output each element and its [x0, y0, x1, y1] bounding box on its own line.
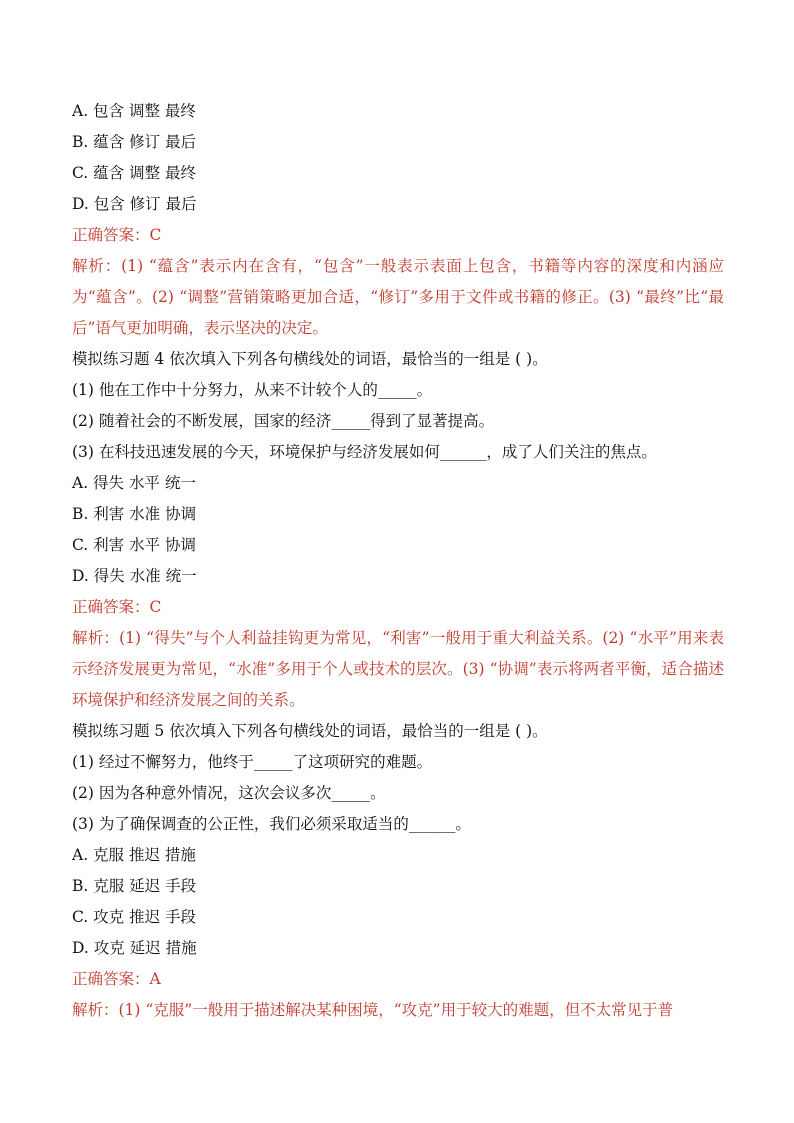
q4-option-a: A. 得失 水平 统一	[72, 474, 196, 492]
q5-option-c: C. 攻克 推迟 手段	[72, 908, 197, 926]
q3-explanation: 解析：(1) “蕴含”表示内在含有，“包含”一般表示表面上包含，书籍等内容的深度和内涵应为“蕴含”。(2) “调整”营销策略更加合适，“修订”多用于文件或书籍的修正。(3) “最终”比“最后”语气更加明确，表示坚决的决定。	[72, 257, 724, 337]
q4-sentence-3: (3) 在科技迅速发展的今天，环境保护与经济发展如何______，成了人们关注的焦点。	[72, 443, 657, 461]
q5-sentence-2: (2) 因为各种意外情况，这次会议多次_____。	[72, 784, 386, 802]
q5-option-d: D. 攻克 延迟 措施	[72, 939, 197, 957]
q3-option-a: A. 包含 调整 最终	[72, 102, 196, 120]
q4-answer: 正确答案：C	[72, 598, 162, 616]
q5-answer: 正确答案：A	[72, 970, 161, 988]
q5-sentence-1: (1) 经过不懈努力，他终于_____了这项研究的难题。	[72, 753, 433, 771]
q3-answer: 正确答案：C	[72, 226, 162, 244]
page-content	[72, 96, 724, 1026]
q4-sentence-2: (2) 随着社会的不断发展，国家的经济_____得到了显著提高。	[72, 412, 495, 430]
q3-option-c: C. 蕴含 调整 最终	[72, 164, 197, 182]
q5-sentence-3: (3) 为了确保调查的公正性，我们必须采取适当的______。	[72, 815, 471, 833]
q5-title: 模拟练习题 5 依次填入下列各句横线处的词语，最恰当的一组是 ( )。	[72, 722, 548, 740]
q4-option-d: D. 得失 水准 统一	[72, 567, 197, 585]
q3-option-b: B. 蕴含 修订 最后	[72, 133, 197, 151]
q5-option-a: A. 克服 推迟 措施	[72, 846, 196, 864]
q3-option-d: D. 包含 修订 最后	[72, 195, 197, 213]
q5-option-b: B. 克服 延迟 手段	[72, 877, 197, 895]
q4-title: 模拟练习题 4 依次填入下列各句横线处的词语，最恰当的一组是 ( )。	[72, 350, 548, 368]
q4-sentence-1: (1) 他在工作中十分努力，从来不计较个人的_____。	[72, 381, 433, 399]
q4-option-b: B. 利害 水准 协调	[72, 505, 197, 523]
q5-explanation: 解析：(1) “克服”一般用于描述解决某种困境，“攻克”用于较大的难题，但不太常见于普	[72, 1001, 674, 1019]
q4-option-c: C. 利害 水平 协调	[72, 536, 197, 554]
q4-explanation: 解析：(1) “得失”与个人利益挂钩更为常见，“利害”一般用于重大利益关系。(2) “水平”用来表示经济发展更为常见，“水准”多用于个人或技术的层次。(3) “协调”表示将两者平衡，适合描述环境保护和经济发展之间的关系。	[72, 629, 724, 709]
